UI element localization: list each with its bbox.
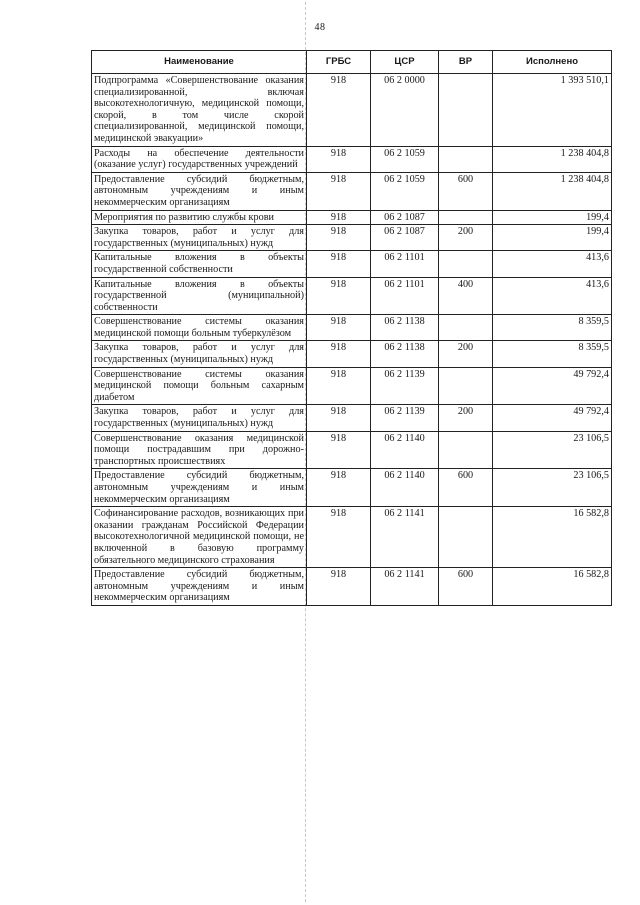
row-amount-cell: 16 582,8 xyxy=(493,507,612,568)
row-amount-cell: 16 582,8 xyxy=(493,568,612,606)
row-vr-cell: 200 xyxy=(439,341,493,367)
row-csr-cell: 06 2 1140 xyxy=(371,469,439,507)
table-row xyxy=(92,146,612,172)
row-csr-cell: 06 2 1087 xyxy=(371,210,439,225)
row-name-cell: Расходы на обеспечение деятельности (оказание услуг) государственных учреждений xyxy=(92,146,307,172)
row-name-cell: Предоставление субсидий бюджетным, автономным учреждениям и иным некоммерческим организациям xyxy=(92,172,307,210)
row-grbs-cell: 918 xyxy=(307,367,371,405)
row-amount-cell: 413,6 xyxy=(493,251,612,277)
row-amount-cell: 23 106,5 xyxy=(493,469,612,507)
row-vr-cell xyxy=(439,315,493,341)
table-row xyxy=(92,568,612,606)
row-grbs-cell: 918 xyxy=(307,315,371,341)
row-vr-cell xyxy=(439,507,493,568)
budget-execution-table xyxy=(91,50,612,606)
table-row xyxy=(92,74,612,147)
row-grbs-cell: 918 xyxy=(307,210,371,225)
row-name-cell: Совершенствование системы оказания медицинской помощи больным сахарным диабетом xyxy=(92,367,307,405)
row-grbs-cell: 918 xyxy=(307,251,371,277)
row-name-cell: Предоставление субсидий бюджетным, автономным учреждениям и иным некоммерческим организациям xyxy=(92,568,307,606)
row-grbs-cell: 918 xyxy=(307,507,371,568)
row-amount-cell: 49 792,4 xyxy=(493,405,612,431)
row-grbs-cell: 918 xyxy=(307,277,371,315)
row-grbs-cell: 918 xyxy=(307,568,371,606)
row-name-cell: Совершенствование оказания медицинской помощи пострадавшим при дорожно-транспортных происшествиях xyxy=(92,431,307,469)
row-csr-cell: 06 2 1140 xyxy=(371,431,439,469)
row-name-cell: Мероприятия по развитию службы крови xyxy=(92,210,307,225)
row-amount-cell: 1 238 404,8 xyxy=(493,146,612,172)
table-row xyxy=(92,367,612,405)
row-csr-cell: 06 2 1138 xyxy=(371,315,439,341)
row-csr-cell: 06 2 1139 xyxy=(371,405,439,431)
row-csr-cell: 06 2 1059 xyxy=(371,146,439,172)
row-amount-cell: 49 792,4 xyxy=(493,367,612,405)
row-vr-cell xyxy=(439,146,493,172)
row-amount-cell: 1 238 404,8 xyxy=(493,172,612,210)
table-header-row xyxy=(92,51,612,74)
column-header-vr: ВР xyxy=(439,51,493,74)
row-amount-cell: 8 359,5 xyxy=(493,315,612,341)
row-csr-cell: 06 2 1087 xyxy=(371,225,439,251)
row-vr-cell xyxy=(439,210,493,225)
table-row xyxy=(92,225,612,251)
table-row xyxy=(92,172,612,210)
row-grbs-cell: 918 xyxy=(307,146,371,172)
column-header-name: Наименование xyxy=(92,51,307,74)
table-row xyxy=(92,431,612,469)
row-vr-cell: 400 xyxy=(439,277,493,315)
row-csr-cell: 06 2 1101 xyxy=(371,277,439,315)
row-name-cell: Закупка товаров, работ и услуг для государственных (муниципальных) нужд xyxy=(92,341,307,367)
row-amount-cell: 199,4 xyxy=(493,225,612,251)
row-name-cell: Закупка товаров, работ и услуг для государственных (муниципальных) нужд xyxy=(92,225,307,251)
row-vr-cell xyxy=(439,74,493,147)
table-row xyxy=(92,405,612,431)
page-number: 48 xyxy=(314,22,326,33)
table-row xyxy=(92,507,612,568)
row-csr-cell: 06 2 0000 xyxy=(371,74,439,147)
row-name-cell: Закупка товаров, работ и услуг для государственных (муниципальных) нужд xyxy=(92,405,307,431)
table-row xyxy=(92,341,612,367)
row-grbs-cell: 918 xyxy=(307,341,371,367)
row-grbs-cell: 918 xyxy=(307,74,371,147)
row-vr-cell xyxy=(439,431,493,469)
column-header-amount: Исполнено xyxy=(493,51,612,74)
row-name-cell: Подпрограмма «Совершенствование оказания специализированной, включая высокотехнологичную, медицинской помощи, скорой, в том числе скорой специализированной, медицинской помощи, медицинской эвакуации» xyxy=(92,74,307,147)
row-grbs-cell: 918 xyxy=(307,469,371,507)
row-grbs-cell: 918 xyxy=(307,172,371,210)
row-vr-cell xyxy=(439,251,493,277)
row-amount-cell: 1 393 510,1 xyxy=(493,74,612,147)
table-body xyxy=(92,74,612,606)
row-name-cell: Совершенствование системы оказания медицинской помощи больным туберкулёзом xyxy=(92,315,307,341)
row-vr-cell: 200 xyxy=(439,225,493,251)
row-name-cell: Капитальные вложения в объекты государственной собственности xyxy=(92,251,307,277)
table-row xyxy=(92,469,612,507)
table-row xyxy=(92,277,612,315)
row-grbs-cell: 918 xyxy=(307,225,371,251)
row-name-cell: Софинансирование расходов, возникающих при оказании гражданам Российской Федерации высокотехнологичной медицинской помощи, не включенной в базовую программу обязательного медицинского страхования xyxy=(92,507,307,568)
row-vr-cell: 200 xyxy=(439,405,493,431)
row-name-cell: Предоставление субсидий бюджетным, автономным учреждениям и иным некоммерческим организациям xyxy=(92,469,307,507)
row-csr-cell: 06 2 1141 xyxy=(371,507,439,568)
table-row xyxy=(92,210,612,225)
row-amount-cell: 8 359,5 xyxy=(493,341,612,367)
table-row xyxy=(92,251,612,277)
row-vr-cell: 600 xyxy=(439,469,493,507)
row-name-cell: Капитальные вложения в объекты государственной (муниципальной) собственности xyxy=(92,277,307,315)
row-csr-cell: 06 2 1139 xyxy=(371,367,439,405)
row-amount-cell: 199,4 xyxy=(493,210,612,225)
row-csr-cell: 06 2 1141 xyxy=(371,568,439,606)
row-vr-cell: 600 xyxy=(439,172,493,210)
column-header-grbs: ГРБС xyxy=(307,51,371,74)
column-header-csr: ЦСР xyxy=(371,51,439,74)
row-vr-cell xyxy=(439,367,493,405)
row-grbs-cell: 918 xyxy=(307,431,371,469)
row-csr-cell: 06 2 1059 xyxy=(371,172,439,210)
row-csr-cell: 06 2 1101 xyxy=(371,251,439,277)
table-header xyxy=(92,51,612,74)
row-grbs-cell: 918 xyxy=(307,405,371,431)
row-amount-cell: 413,6 xyxy=(493,277,612,315)
table-row xyxy=(92,315,612,341)
row-csr-cell: 06 2 1138 xyxy=(371,341,439,367)
row-vr-cell: 600 xyxy=(439,568,493,606)
row-amount-cell: 23 106,5 xyxy=(493,431,612,469)
